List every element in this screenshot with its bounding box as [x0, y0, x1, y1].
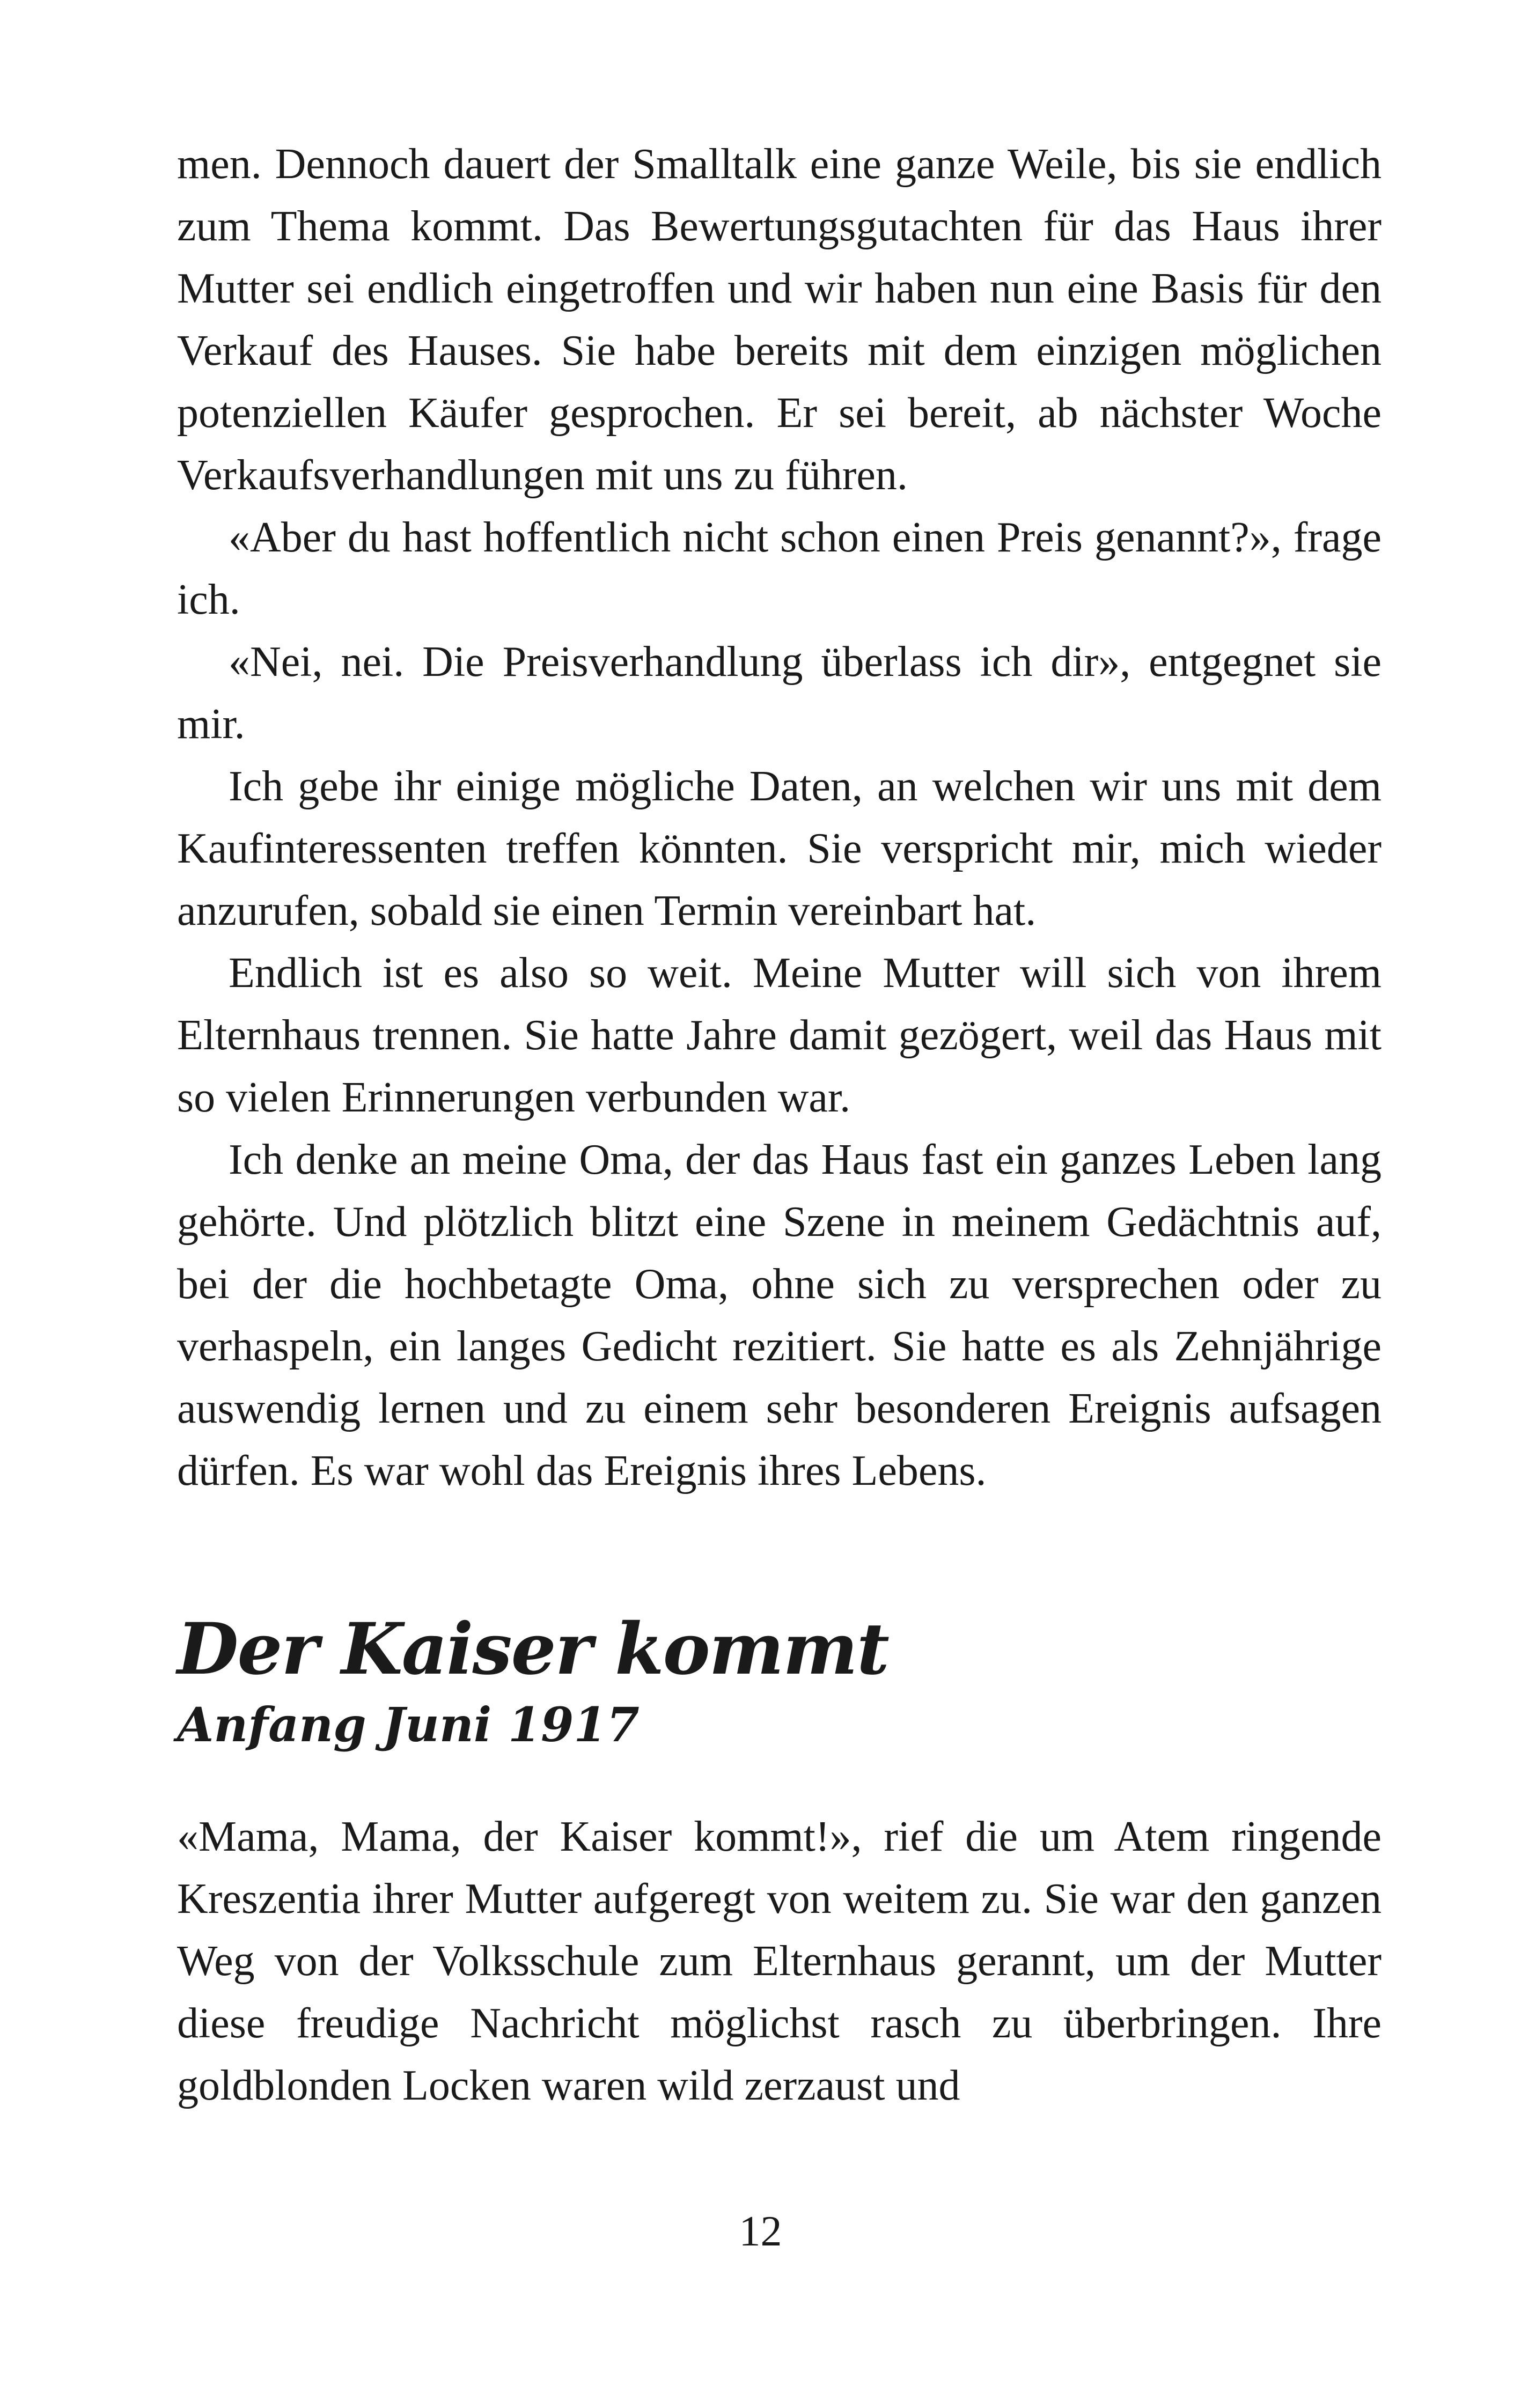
- paragraph: Endlich ist es also so weit. Meine Mutter will sich von ihrem Elternhaus trennen. Sie hatte Jahre damit gezögert, weil das Haus mit so vielen Erinnerungen verbunden war.: [177, 949, 1382, 1121]
- chapter-paragraph: «Mama, Mama, der Kaiser kommt!», rief die um Atem ringende Kreszentia ihrer Mutter aufgeregt von weitem zu. Sie war den ganzen Weg von der Volksschule zum Elternhaus gerannt, um der Mutter diese freudige Nachricht möglichst rasch zu überbringen. Ihre goldblonden Locken waren wild zerzaust und: [177, 1813, 1382, 2109]
- chapter-body: [177, 1806, 1382, 2117]
- page-number: 12: [739, 2208, 782, 2255]
- paragraph: men. Dennoch dauert der Smalltalk eine ganze Weile, bis sie endlich zum Thema kommt. Das Bewertungsgutachten für das Haus ihrer Mutter sei endlich eingetroffen und wir haben nun eine Basis für den Verkauf des Hauses. Sie habe bereits mit dem einzigen möglichen potenziellen Käufer gesprochen. Er sei bereit, ab nächster Woche Verkaufsverhandlungen mit uns zu führen.: [177, 141, 1382, 499]
- paragraph: «Nei, nei. Die Preisverhandlung überlass ich dir», entgegnet sie mir.: [177, 638, 1382, 748]
- paragraph: «Aber du hast hoffentlich nicht schon einen Preis genannt?», frage ich.: [177, 514, 1382, 623]
- paragraph: Ich denke an meine Oma, der das Haus fast ein ganzes Leben lang gehörte. Und plötzlich blitzt eine Szene in meinem Gedächtnis auf, bei der die hochbetagte Oma, ohne sich zu versprechen oder zu verhaspeln, ein langes Gedicht rezitiert. Sie hatte es als Zehnjährige auswendig lernen und zu einem sehr besonderen Ereignis aufsagen dürfen. Es war wohl das Ereignis ihres Lebens.: [177, 1136, 1382, 1494]
- page-content: [177, 133, 1382, 2117]
- paragraph: Ich gebe ihr einige mögliche Daten, an welchen wir uns mit dem Kaufinteressenten treffen könnten. Sie verspricht mir, mich wieder anzurufen, sobald sie einen Termin vereinbart hat.: [177, 763, 1382, 934]
- chapter-title: Der Kaiser kommt: [177, 1608, 888, 1691]
- chapter-subtitle: Anfang Juni 1917: [177, 1697, 640, 1752]
- chapter-section: [177, 1609, 1382, 2117]
